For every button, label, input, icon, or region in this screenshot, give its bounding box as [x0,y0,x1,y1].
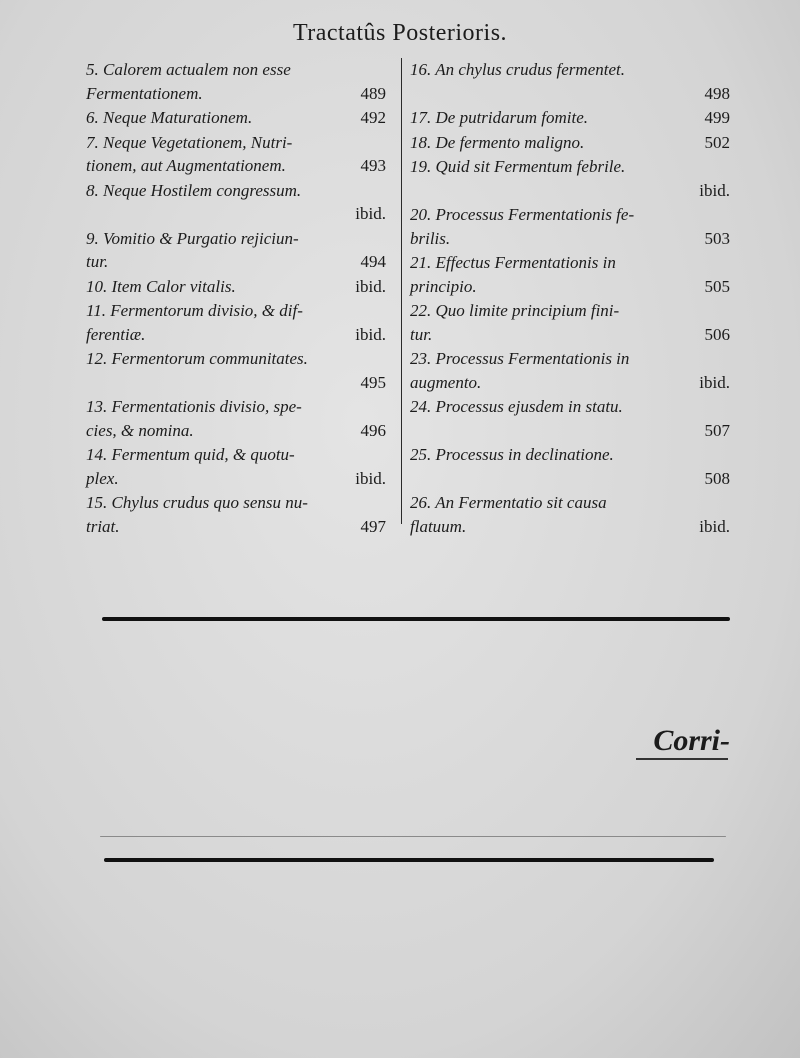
page-reference: ibid. [355,324,386,344]
index-entry [410,106,730,130]
index-entry [410,131,730,155]
entry-line [86,515,386,539]
entry-line [410,203,730,227]
index-entry [410,251,730,298]
index-entry [86,58,386,105]
page-reference: 498 [704,83,730,103]
entry-text: 20. Processus Fermentationis fe- [410,205,635,224]
entry-text: brilis. [410,228,451,248]
index-entry [86,275,386,299]
index-entry [86,491,386,538]
entry-line [86,443,386,467]
entry-text: 6. Neque Maturationem. [86,108,253,127]
entry-text: 10. Item Calor vitalis. [86,276,236,296]
entry-text: 19. Quid sit Fermentum febrile. [410,157,626,176]
page-reference: 489 [360,83,386,103]
horizontal-rule-bottom [104,858,714,862]
column-divider [401,58,402,524]
entry-line [410,299,730,323]
entry-line [86,299,386,323]
entry-line [410,131,730,155]
entry-line [410,58,730,82]
entry-text: 26. An Fermentatio sit causa [410,493,607,512]
entry-text: 16. An chylus crudus fermentet. [410,60,625,79]
index-column-left [86,58,386,539]
entry-line [410,275,730,299]
entry-text: 25. Processus in declinatione. [410,445,614,464]
entry-text: 7. Neque Vegetationem, Nutri- [86,132,293,152]
page-reference: 496 [360,420,386,440]
entry-line [86,491,386,515]
page-reference: 493 [360,156,386,175]
page-reference-line [410,467,730,491]
entry-line [86,250,386,274]
entry-text: 13. Fermentationis divisio, spe- [86,397,302,416]
page-reference: 499 [704,108,730,127]
entry-text: plex. [86,468,119,488]
entry-line [86,323,386,347]
entry-line [86,275,386,299]
page-reference: ibid. [699,516,730,536]
page-reference-line [410,179,730,203]
index-entry [410,299,730,346]
entry-line [410,155,730,179]
page-reference: 502 [704,132,730,152]
page-reference: 495 [360,372,386,392]
page-reference: ibid. [355,204,386,223]
horizontal-rule-top [102,617,730,621]
entry-line [410,491,730,515]
entry-line [86,467,386,491]
index-entry [86,395,386,442]
running-head: Tractatûs Posterioris. [292,20,508,46]
entry-text: 5. Calorem actualem non esse [86,60,291,79]
entry-text: 17. De putridarum fomite. [410,108,589,127]
entry-text: 8. Neque Hostilem congressum. [86,180,302,200]
entry-line [410,515,730,539]
page-reference-line [86,202,386,226]
entry-text: tionem, aut Augmentationem. [86,156,286,175]
page-reference: 497 [360,516,386,536]
index-entry [410,155,730,202]
entry-text: 22. Quo limite principium fini- [410,301,620,320]
entry-text: 18. De fermento maligno. [410,132,585,152]
entry-text: tur. [410,324,433,344]
entry-text: tur. [86,252,109,271]
page-reference: 494 [360,252,386,271]
entry-text: 21. Effectus Fermentationis in [410,253,616,272]
page-reference: 492 [360,108,386,127]
entry-line [86,154,386,178]
entry-text: 11. Fermentorum divisio, & dif- [86,301,303,320]
entry-text: 23. Processus Fermentationis in [410,349,630,368]
index-entry [86,227,386,274]
entry-text: triat. [86,516,120,536]
index-entry [86,179,386,226]
entry-line [410,227,730,251]
page-reference-line [410,82,730,106]
page-reference: ibid. [699,372,730,392]
entry-text: principio. [410,276,477,296]
page-reference-line [410,419,730,443]
entry-line [86,82,386,106]
entry-line [86,179,386,203]
index-entry [86,443,386,490]
index-column-right [410,58,730,539]
index-entry [410,443,730,490]
index-entry [410,491,730,538]
catchword: Corri- [653,724,730,757]
entry-line [86,131,386,155]
entry-text: 24. Processus ejusdem in statu. [410,397,623,416]
index-entry [86,299,386,346]
entry-text: augmento. [410,372,482,392]
index-entry [410,347,730,394]
entry-text: 9. Vomitio & Purgatio rejiciun- [86,228,299,248]
page-reference: 503 [704,228,730,248]
entry-text: flatuum. [410,516,467,536]
page-reference: ibid. [355,468,386,488]
entry-text: cies, & nomina. [86,420,194,440]
page-reference: 506 [704,324,730,344]
entry-line [410,395,730,419]
page-reference-line [86,371,386,395]
page-reference: ibid. [699,180,730,200]
entry-line [410,347,730,371]
entry-line [86,395,386,419]
entry-text: 14. Fermentum quid, & quotu- [86,445,295,464]
index-entry [410,395,730,442]
entry-text: Fermentationem. [86,83,203,103]
entry-line [410,106,730,130]
entry-text: ferentiæ. [86,324,146,344]
page-reference: 505 [704,276,730,296]
index-entry [86,347,386,394]
page-reference: 507 [704,420,730,440]
entry-line [410,443,730,467]
entry-line [410,251,730,275]
entry-line [86,419,386,443]
entry-text: 12. Fermentorum communitates. [86,349,308,368]
entry-text: 15. Chylus crudus quo sensu nu- [86,493,308,512]
faint-rule [100,836,726,837]
entry-line [86,58,386,82]
index-entry [86,131,386,178]
entry-line [410,371,730,395]
catchword-underline [636,758,728,760]
entry-line [86,106,386,130]
page-reference: 508 [704,468,730,488]
index-entry [410,58,730,105]
entry-line [410,323,730,347]
index-entry [86,106,386,130]
index-entry [410,203,730,250]
entry-line [86,347,386,371]
page-reference: ibid. [355,276,386,296]
entry-line [86,227,386,251]
